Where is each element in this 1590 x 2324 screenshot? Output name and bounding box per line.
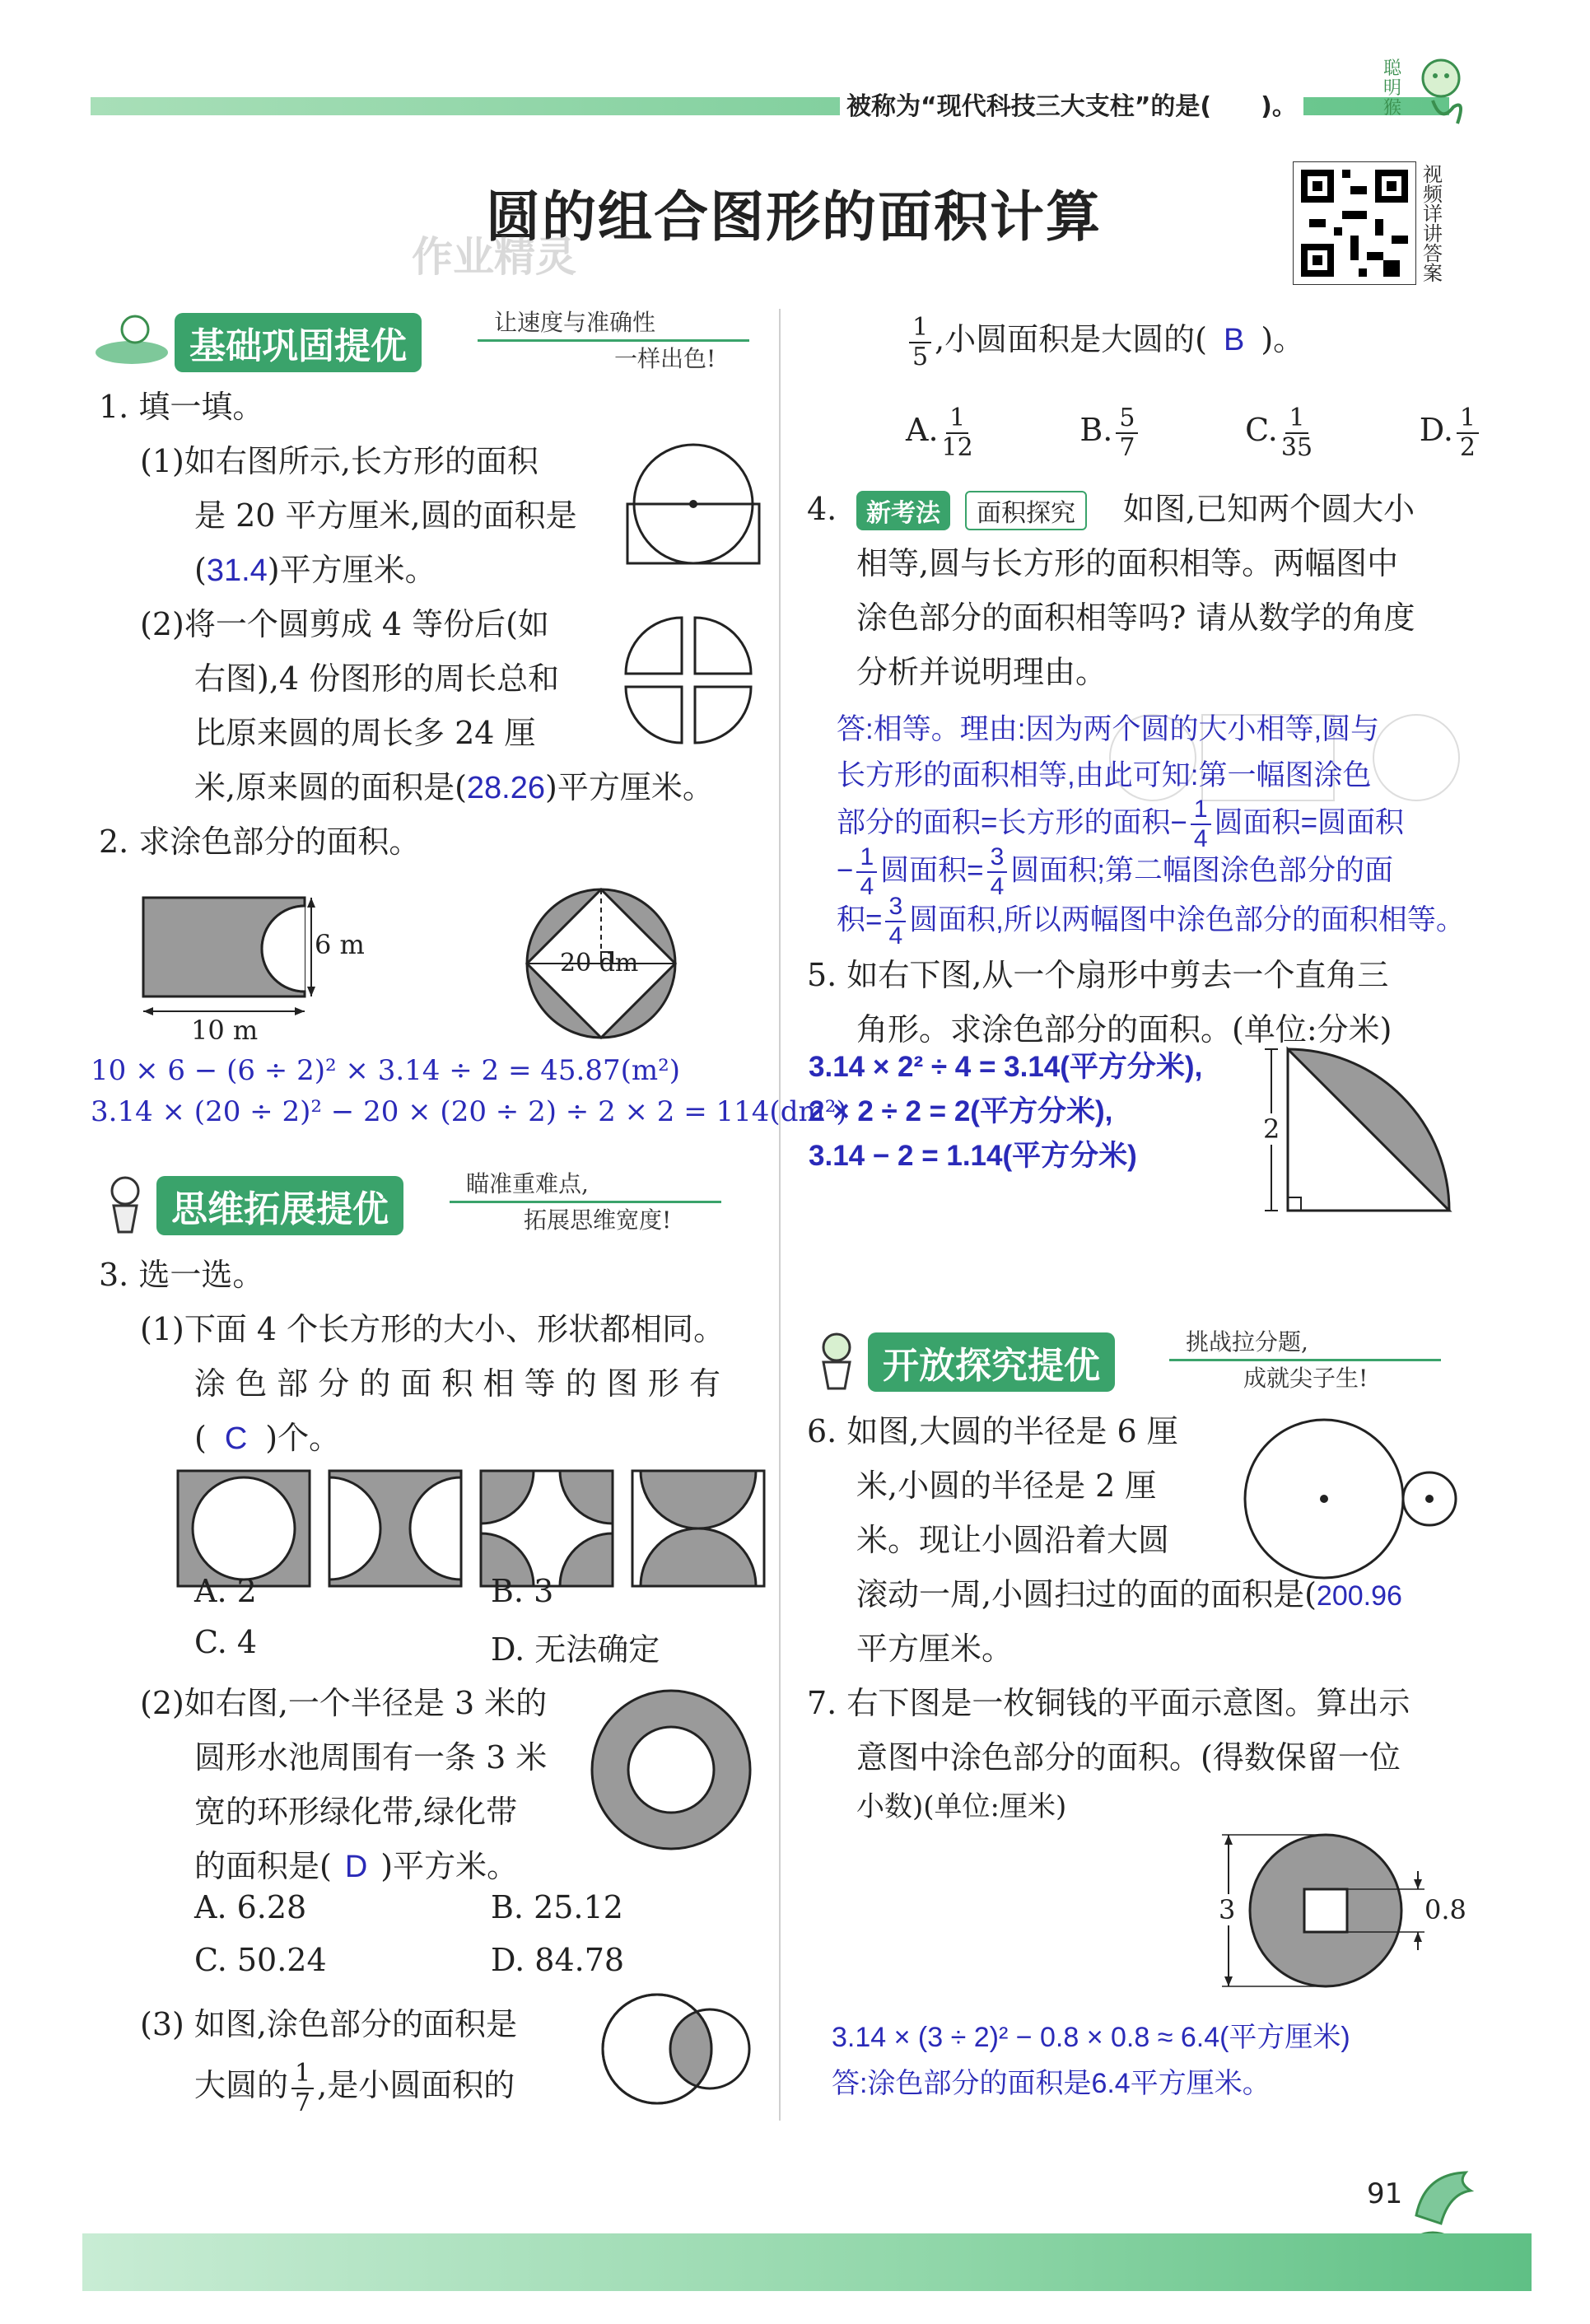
section-note-thinking-2: 拓展思维宽度! bbox=[524, 1206, 672, 1234]
q2-label: 2. 求涂色部分的面积。 bbox=[99, 824, 421, 860]
q6-line1: 6. 如图,大圆的半径是 6 厘 bbox=[807, 1413, 1178, 1449]
q6-line2: 米,小圆的半径是 2 厘 bbox=[856, 1468, 1157, 1504]
q6-answer[interactable]: 200.96 bbox=[1316, 1580, 1402, 1612]
q1-p1-line3 bbox=[194, 544, 436, 597]
q3-p1-opt-b[interactable]: B. 3 bbox=[491, 1573, 554, 1609]
q3-p2-opt-d[interactable]: D. 84.78 bbox=[491, 1942, 625, 1978]
q5-line2: 角形。求涂色部分的面积。(单位:分米) bbox=[856, 1011, 1392, 1048]
section-title-thinking: 思维拓展提优 bbox=[156, 1176, 403, 1235]
q3-fig-four-rects bbox=[173, 1466, 774, 1598]
section-note-thinking-1: 瞄准重难点, bbox=[466, 1170, 589, 1197]
q5-dimension: 2 bbox=[1263, 1113, 1280, 1145]
q3-p3-head: 大圆的 bbox=[194, 2067, 289, 2103]
q3-p1-line2: 涂 色 部 分 的 面 积 相 等 的 图 形 有 bbox=[194, 1365, 720, 1402]
q1-p1-line1: (1)如右图所示,长方形的面积 bbox=[140, 443, 539, 479]
q6-line3: 米。现让小圆沿着大圆 bbox=[856, 1522, 1170, 1558]
q4-line2: 相等,圆与长方形的面积相等。两幅图中 bbox=[856, 545, 1399, 581]
q3-p3-end: )。 bbox=[1261, 321, 1305, 357]
q3-p2-line4 bbox=[194, 1840, 518, 1893]
q3-p1-line3 bbox=[194, 1412, 340, 1465]
q1-p2-line2: 右图),4 份图形的周长总和 bbox=[194, 660, 560, 697]
q3-p3-opt-d[interactable]: D. $\frac{1}{2}$ bbox=[1420, 404, 1482, 462]
q4-answer-4[interactable]: − $\frac{1}{4}$ 圆面积= $\frac{3}{4}$ 圆面积;第二幅图涂色部分的面 bbox=[837, 843, 1394, 900]
q4-tag: 新考法 bbox=[856, 491, 950, 530]
q3-p3-line1: (3) 如图,涂色部分的面积是 bbox=[140, 2006, 517, 2042]
q4-answer-5[interactable]: 积= $\frac{3}{4}$ 圆面积,所以两幅图中涂色部分的面积相等。 bbox=[837, 893, 1465, 950]
q3-p3-l3-tail: ,小圆面积是大圆的( bbox=[935, 321, 1207, 357]
q7-line1: 7. 右下图是一枚铜钱的平面示意图。算出示 bbox=[807, 1685, 1410, 1721]
q1-p2-head: 米,原来圆的面积是( bbox=[194, 769, 467, 805]
q2-answer-2[interactable]: 3.14 × (20 ÷ 2)² − 20 × (20 ÷ 2) ÷ 2 × 2 = 114(dm²) bbox=[91, 1095, 847, 1128]
section-title-basic: 基础巩固提优 bbox=[175, 313, 422, 372]
q1-p2-line3: 比原来圆的周长多 24 厘 bbox=[194, 715, 536, 751]
q1-p1-answer[interactable]: 31.4 bbox=[206, 553, 268, 588]
paren-open: ( bbox=[194, 1420, 207, 1456]
section-underline bbox=[450, 1201, 721, 1203]
q5-fig-sector bbox=[1252, 1043, 1466, 1224]
q4-line3: 涂色部分的面积相等吗? 请从数学的角度 bbox=[856, 600, 1415, 636]
paren-open: ( bbox=[194, 552, 207, 588]
q4-answer-1[interactable]: 答:相等。理由:因为两个圆的大小相等,圆与 bbox=[837, 713, 1380, 745]
q6-line5: 平方厘米。 bbox=[856, 1631, 1014, 1667]
q3-fig-ring bbox=[585, 1683, 758, 1856]
section-note-open-2: 成就尖子生! bbox=[1243, 1365, 1369, 1392]
section-underline bbox=[478, 339, 749, 342]
q3-p2-head: 的面积是( bbox=[194, 1848, 332, 1884]
mascot-icon bbox=[804, 1326, 870, 1392]
q1-label: 1. 填一填。 bbox=[99, 389, 264, 425]
monkey-icon bbox=[1408, 49, 1474, 132]
q3-p2-answer[interactable]: D bbox=[344, 1850, 368, 1884]
q1-p2-line4 bbox=[194, 761, 714, 814]
q7-line2: 意图中涂色部分的面积。(得数保留一位 bbox=[856, 1739, 1401, 1776]
section-title-open: 开放探究提优 bbox=[868, 1332, 1115, 1392]
q1-fig-circle-rect bbox=[619, 438, 767, 570]
q4-tag2: 面积探究 bbox=[965, 491, 1087, 530]
q3-fig-overlap-circles bbox=[593, 1990, 758, 2113]
q3-p1-line1: (1)下面 4 个长方形的大小、形状都相同。 bbox=[140, 1311, 725, 1347]
q3-p2-opt-c[interactable]: C. 50.24 bbox=[194, 1942, 327, 1978]
q3-p3-options bbox=[906, 404, 1482, 462]
q3-p3-answer[interactable]: B bbox=[1224, 323, 1245, 357]
qr-label: 视频详讲答案 bbox=[1423, 163, 1443, 285]
section-note-basic-1: 让速度与准确性 bbox=[494, 309, 656, 336]
q3-p3-tail: ,是小圆面积的 bbox=[317, 2067, 515, 2103]
q7-answer-1[interactable]: 3.14 × (3 ÷ 2)² − 0.8 × 0.8 ≈ 6.4(平方厘米) bbox=[832, 2022, 1350, 2053]
q3-p1-answer[interactable]: C bbox=[224, 1421, 248, 1456]
column-divider bbox=[779, 309, 781, 2121]
q3-p3-opt-c[interactable]: C. $\frac{1}{35}$ bbox=[1245, 403, 1313, 462]
section-note-open-1: 挑战拉分题, bbox=[1186, 1328, 1308, 1356]
q3-p1-opt-a[interactable]: A. 2 bbox=[194, 1573, 257, 1609]
q1-p1-tail: )平方厘米。 bbox=[267, 552, 436, 588]
watermark: 作业精灵 bbox=[412, 233, 576, 281]
fraction-1-5: $\frac{1}{5}$ bbox=[909, 314, 931, 371]
q7-dim-diameter: 3 bbox=[1219, 1894, 1236, 1925]
q1-p2-line1: (2)将一个圆剪成 4 等份后(如 bbox=[140, 606, 549, 642]
q5-answer-1[interactable]: 3.14 × 2² ÷ 4 = 3.14(平方分米), bbox=[809, 1051, 1203, 1083]
q1-fig-quarters bbox=[614, 606, 762, 754]
q3-p2-opt-a[interactable]: A. 6.28 bbox=[194, 1889, 307, 1925]
qr-code-icon[interactable] bbox=[1293, 161, 1416, 285]
q3-p2-line3: 宽的环形绿化带,绿化带 bbox=[194, 1794, 518, 1830]
q3-p2-opt-b[interactable]: B. 25.12 bbox=[491, 1889, 623, 1925]
header-question: 被称为“现代科技三大支柱”的是( )。 bbox=[840, 86, 1303, 122]
q4-answer-2[interactable]: 长方形的面积相等,由此可知:第一幅图涂色 bbox=[837, 759, 1372, 791]
q3-label: 3. 选一选。 bbox=[99, 1257, 264, 1293]
q2-fig2-diameter: 20 dm bbox=[560, 949, 639, 978]
q5-line1: 5. 如右下图,从一个扇形中剪去一个直角三 bbox=[807, 957, 1389, 993]
q6-fig-circles bbox=[1240, 1413, 1471, 1586]
mascot-label: 聪明猴 bbox=[1383, 58, 1402, 119]
q7-answer-2[interactable]: 答:涂色部分的面积是6.4平方厘米。 bbox=[832, 2068, 1271, 2099]
footer-bar bbox=[82, 2233, 1532, 2291]
mascot-icon bbox=[92, 1169, 158, 1235]
page-number: 91 bbox=[1367, 2177, 1403, 2210]
section-underline bbox=[1169, 1359, 1441, 1361]
q3-p2-tail: )平方米。 bbox=[380, 1848, 519, 1884]
q3-p2-line2: 圆形水池周围有一条 3 米 bbox=[194, 1739, 548, 1776]
q7-line3: 小数)(单位:厘米) bbox=[856, 1790, 1067, 1823]
q1-p2-tail: )平方厘米。 bbox=[545, 769, 714, 805]
q5-answer-2[interactable]: 2 × 2 ÷ 2 = 2(平方分米), bbox=[809, 1095, 1113, 1127]
q1-p2-answer[interactable]: 28.26 bbox=[466, 771, 545, 805]
q3-p3-line2 bbox=[194, 2059, 515, 2117]
section-note-basic-2: 一样出色! bbox=[614, 345, 716, 372]
q2-answer-1[interactable]: 10 × 6 − (6 ÷ 2)² × 3.14 ÷ 2 = 45.87(m²) bbox=[91, 1054, 681, 1087]
q3-p1-opt-d[interactable]: D. 无法确定 bbox=[491, 1631, 660, 1668]
q5-answer-3[interactable]: 3.14 − 2 = 1.14(平方分米) bbox=[809, 1140, 1137, 1172]
q2-fig1-height: 6 m bbox=[315, 929, 365, 960]
q4-line4: 分析并说明理由。 bbox=[856, 654, 1107, 690]
q3-p3-line3 bbox=[906, 313, 1304, 371]
q6-line4: 滚动一周,小圆扫过的面的面积是(200.96 bbox=[856, 1576, 1402, 1612]
q7-dim-square: 0.8 bbox=[1424, 1894, 1466, 1925]
q3-p3-opt-b[interactable]: B. $\frac{5}{7}$ bbox=[1079, 404, 1141, 462]
q3-p1-tail: )个。 bbox=[265, 1420, 341, 1456]
q2-fig1-width: 10 m bbox=[191, 1015, 259, 1046]
q4-number: 4. bbox=[807, 491, 837, 527]
page-title: 圆的组合图形的面积计算 bbox=[486, 185, 1102, 249]
q1-p1-line2: 是 20 平方厘米,圆的面积是 bbox=[194, 497, 577, 534]
q4-answer-3[interactable]: 部分的面积=长方形的面积− $\frac{1}{4}$ 圆面积=圆面积 bbox=[837, 796, 1405, 852]
q3-p1-opt-c[interactable]: C. 4 bbox=[194, 1624, 258, 1660]
q3-p2-line1: (2)如右图,一个半径是 3 米的 bbox=[140, 1685, 548, 1721]
fraction-1-7: $\frac{1}{7}$ bbox=[291, 2060, 314, 2117]
q4-line1: 如图,已知两个圆大小 bbox=[1123, 491, 1415, 527]
mascot-icon bbox=[92, 310, 171, 367]
q3-p3-opt-a[interactable]: A. $\frac{1}{12}$ bbox=[906, 403, 973, 462]
